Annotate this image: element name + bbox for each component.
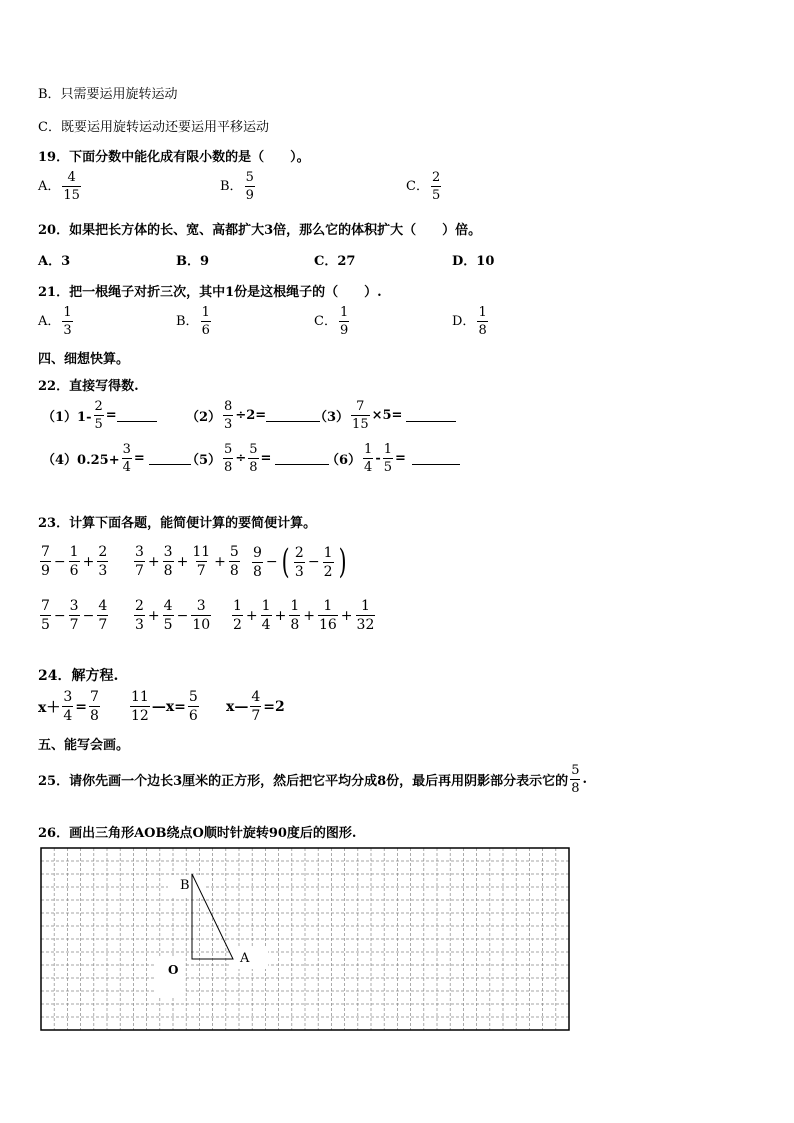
label-o: O: [168, 963, 179, 977]
answer-blank[interactable]: [266, 409, 320, 422]
operator: −: [53, 553, 66, 570]
operator: +: [274, 607, 287, 624]
operator: −: [176, 607, 189, 624]
operator: −: [82, 607, 95, 624]
operator: +: [214, 553, 226, 570]
grid-figure: [40, 847, 570, 1031]
numerator: 2: [294, 544, 304, 561]
numerator: 1: [290, 598, 300, 614]
q19-option-a: A． $\frac{4}{15}$: [38, 170, 80, 203]
fraction: [252, 546, 263, 579]
numerator: 7: [41, 544, 50, 560]
numerator: 2: [98, 544, 108, 560]
q21-stem: 21．把一根绳子对折三次，其中1份是这根绳子的（ ）.: [38, 285, 382, 300]
numerator: 1: [261, 598, 271, 614]
operator: +: [82, 553, 95, 570]
fraction: [97, 545, 108, 578]
denominator: 7: [135, 563, 144, 579]
denominator: 5: [41, 617, 50, 633]
fraction: [318, 599, 338, 632]
fraction: [323, 546, 334, 579]
fraction: [232, 599, 243, 632]
q19-option-c: C． $\frac{2}{5}$: [406, 170, 441, 203]
denominator: 4: [261, 617, 271, 633]
fraction: [289, 599, 300, 632]
right-paren: ): [338, 542, 347, 582]
denominator: 2: [323, 563, 333, 580]
numerator: 3: [196, 598, 206, 614]
fraction: [134, 599, 145, 632]
numerator: 3: [69, 598, 79, 614]
q20-option-c: C．27: [314, 254, 356, 269]
fraction: [356, 599, 376, 632]
q24-eq2: $\frac{11}{12}$ —x= $\frac{5}{6}$: [131, 689, 198, 724]
q23-expr-2: [132, 545, 242, 578]
q22-p3: （3） $\frac{7}{15}$ ×5=: [314, 400, 456, 431]
q22-p5: （5） $\frac{5}{8}$ ÷ $\frac{5}{8}$ =: [186, 443, 329, 474]
q23-expr-3: [250, 542, 349, 582]
denominator: 8: [229, 563, 239, 579]
operator: −: [53, 607, 66, 624]
numerator: 11: [192, 544, 211, 560]
q19-stem: 19．下面分数中能化成有限小数的是（ ）。: [38, 150, 310, 165]
numerator: 2: [135, 598, 144, 614]
q22-p1: （1）1- $\frac{2}{5}$ =: [42, 400, 157, 431]
denominator: 16: [318, 617, 337, 633]
option-c-prev: C．既要运用旋转运动还要运用平移运动: [38, 120, 269, 135]
q20-option-b: B．9: [176, 254, 210, 269]
denominator: 10: [192, 617, 211, 633]
denominator: 3: [98, 563, 108, 579]
section-4-heading: 四、细想快算。: [38, 352, 130, 367]
answer-blank[interactable]: [406, 409, 456, 422]
q22-p6: （6） $\frac{1}{4}$ - $\frac{1}{5}$ =: [326, 443, 460, 474]
section-5-heading: 五、能写会画。: [38, 738, 130, 753]
operator: +: [303, 607, 315, 624]
answer-blank[interactable]: [149, 452, 191, 465]
q21-option-d: D． $\frac{1}{8}$: [452, 305, 487, 338]
operator: +: [147, 607, 160, 624]
label-b: B: [180, 878, 190, 893]
numerator: 1: [69, 544, 79, 560]
denominator: 7: [69, 617, 79, 633]
q26-stem: 26．画出三角形AOB绕点O顺时针旋转90度后的图形.: [38, 826, 357, 841]
fraction: [69, 545, 80, 578]
q25-stem: 25．请你先画一个边长3厘米的正方形，然后把它平均分成8份，最后再用阴影部分表示它的 $\frac{5}{8}$ .: [38, 763, 587, 796]
q20-option-a: A．3: [38, 254, 71, 269]
fraction: [97, 599, 108, 632]
denominator: 9: [41, 563, 50, 579]
fraction: [40, 599, 51, 632]
numerator: 1: [323, 544, 333, 561]
fraction: [191, 545, 211, 578]
answer-blank[interactable]: [412, 452, 460, 465]
fraction: [294, 546, 305, 579]
operator: +: [245, 607, 258, 624]
numerator: 4: [98, 598, 108, 614]
numerator: 1: [323, 598, 333, 614]
fraction: [191, 599, 211, 632]
q22-p4: （4）0.25+ $\frac{3}{4}$ =: [42, 443, 191, 474]
numerator: 3: [163, 544, 173, 560]
q23-expr-5: [132, 599, 213, 632]
operator: −: [307, 554, 320, 570]
operator: −: [265, 554, 278, 570]
numerator: 1: [233, 598, 242, 614]
denominator: 3: [294, 563, 304, 580]
q23-expr-6: [230, 599, 377, 632]
operator: +: [340, 607, 353, 624]
denominator: 8: [290, 617, 300, 633]
operator: +: [147, 553, 160, 570]
numerator: 5: [229, 544, 239, 560]
q23-expr-1: [38, 545, 110, 578]
denominator: 7: [98, 617, 108, 633]
q22-stem: 22．直接写得数.: [38, 379, 139, 394]
denominator: 7: [196, 563, 206, 579]
fraction: [163, 599, 174, 632]
numerator: 3: [135, 544, 144, 560]
numerator: 1: [360, 598, 370, 614]
denominator: 32: [356, 617, 375, 633]
denominator: 8: [253, 563, 262, 580]
numerator: 9: [253, 544, 262, 561]
q21-option-c: C． $\frac{1}{9}$: [314, 305, 349, 338]
q22-p2: （2） $\frac{8}{3}$ ÷2=: [186, 400, 320, 431]
denominator: 6: [69, 563, 79, 579]
q24-stem: 24．解方程.: [38, 668, 119, 684]
q19-option-b: B． $\frac{5}{9}$: [220, 170, 254, 203]
option-b-prev: B．只需要运用旋转运动: [38, 87, 178, 102]
left-paren: (: [281, 542, 290, 582]
fraction: [40, 545, 51, 578]
q21-option-b: B． $\frac{1}{6}$: [176, 305, 210, 338]
numerator: 7: [41, 598, 50, 614]
answer-blank[interactable]: [275, 452, 329, 465]
q24-eq3: x— $\frac{4}{7}$ =2: [226, 689, 285, 724]
numerator: 4: [163, 598, 173, 614]
fraction: [229, 545, 240, 578]
denominator: 3: [135, 617, 144, 633]
denominator: 2: [233, 617, 242, 633]
answer-blank[interactable]: [117, 409, 157, 422]
fraction: [134, 545, 145, 578]
denominator: 8: [163, 563, 173, 579]
q23-expr-4: [38, 599, 110, 632]
denominator: 5: [163, 617, 173, 633]
fraction: [163, 545, 174, 578]
q20-option-d: D．10: [452, 254, 495, 269]
fraction: [69, 599, 80, 632]
q21-option-a: A． $\frac{1}{3}$: [38, 305, 72, 338]
operator: +: [176, 553, 189, 570]
label-a: A: [240, 951, 250, 966]
fraction: [261, 599, 272, 632]
q23-stem: 23．计算下面各题，能简便计算的要简便计算。: [38, 516, 317, 531]
q20-stem: 20．如果把长方体的长、宽、高都扩大3倍，那么它的体积扩大（ ）倍。: [38, 223, 482, 238]
q24-eq1: x＋ $\frac{3}{4}$ = $\frac{7}{8}$: [38, 689, 99, 724]
